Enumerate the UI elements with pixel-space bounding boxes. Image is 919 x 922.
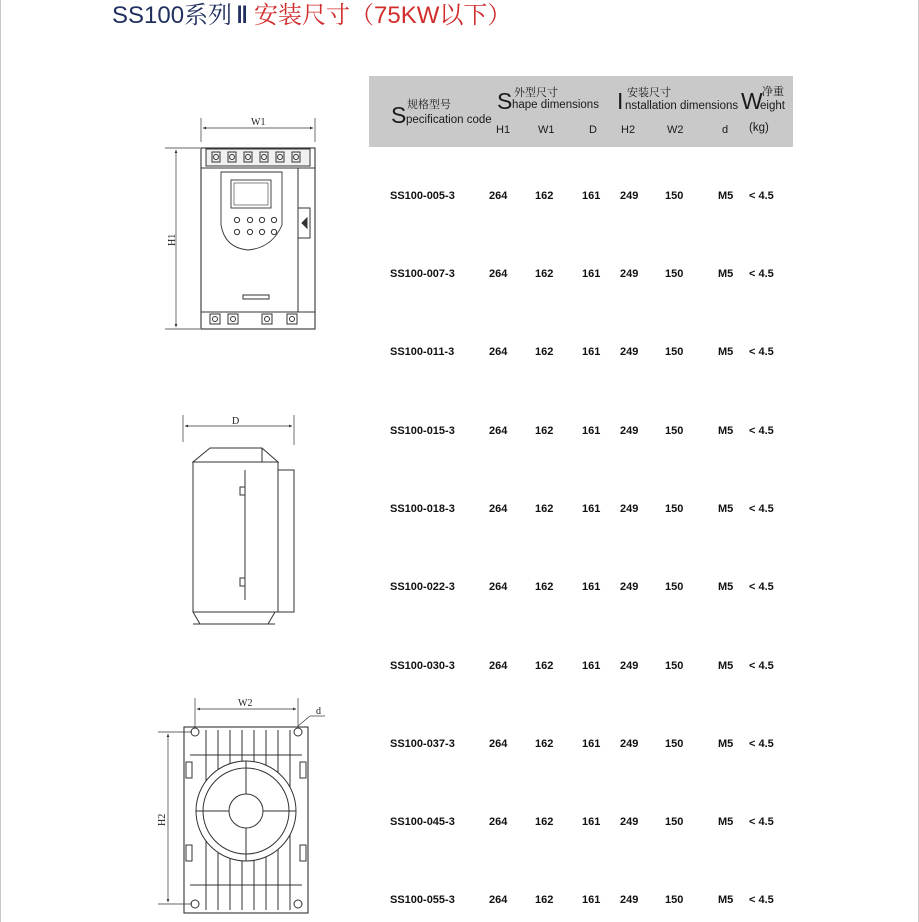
cell-code: SS100-015-3 xyxy=(390,425,455,437)
cell-h2: 249 xyxy=(620,660,639,672)
cell-code: SS100-011-3 xyxy=(390,346,455,358)
header-shape-en: hape dimensions xyxy=(512,99,599,111)
cell-kg: < 4.5 xyxy=(749,346,774,358)
cell-d: 161 xyxy=(582,660,601,672)
cell-code: SS100-018-3 xyxy=(390,503,455,515)
cell-d: 161 xyxy=(582,738,601,750)
cell-dd: M5 xyxy=(718,268,734,280)
cell-h2: 249 xyxy=(620,503,639,515)
back-width-label: W2 xyxy=(238,698,253,709)
cell-w2: 150 xyxy=(665,503,684,515)
cell-kg: < 4.5 xyxy=(749,268,774,280)
header-spec-cn: 规格型号 xyxy=(407,99,451,111)
cell-kg: < 4.5 xyxy=(749,581,774,593)
front-width-label: W1 xyxy=(251,117,266,128)
cell-h1: 264 xyxy=(489,738,508,750)
cell-kg: < 4.5 xyxy=(749,425,774,437)
side-depth-label: D xyxy=(232,416,240,427)
cell-w2: 150 xyxy=(665,738,684,750)
cell-kg: < 4.5 xyxy=(749,190,774,202)
cell-dd: M5 xyxy=(718,816,734,828)
cell-h1: 264 xyxy=(489,581,508,593)
cell-w1: 162 xyxy=(535,660,554,672)
cell-w2: 150 xyxy=(665,268,684,280)
cell-h1: 264 xyxy=(489,503,508,515)
back-hole-label: d xyxy=(316,706,321,717)
cell-code: SS100-045-3 xyxy=(390,816,455,828)
back-view-drawing xyxy=(158,698,325,913)
cell-d: 161 xyxy=(582,190,601,202)
front-height-label: H1 xyxy=(167,233,178,246)
cell-code: SS100-022-3 xyxy=(390,581,455,593)
cell-w1: 162 xyxy=(535,503,554,515)
cell-code: SS100-037-3 xyxy=(390,738,455,750)
cell-w2: 150 xyxy=(665,816,684,828)
header-spec-en: pecification code xyxy=(406,114,492,126)
header-weight-initial: W xyxy=(741,88,763,114)
cell-h2: 249 xyxy=(620,190,639,202)
cell-dd: M5 xyxy=(718,894,734,906)
cell-dd: M5 xyxy=(718,190,734,202)
cell-code: SS100-055-3 xyxy=(390,894,455,906)
cell-w1: 162 xyxy=(535,738,554,750)
cell-w1: 162 xyxy=(535,425,554,437)
cell-w2: 150 xyxy=(665,894,684,906)
header-install-cn: 安装尺寸 xyxy=(627,87,671,99)
cell-kg: < 4.5 xyxy=(749,660,774,672)
cell-code: SS100-007-3 xyxy=(390,268,455,280)
cell-w1: 162 xyxy=(535,816,554,828)
back-height-label: H2 xyxy=(157,813,168,826)
front-view-drawing xyxy=(165,118,315,329)
cell-dd: M5 xyxy=(718,738,734,750)
column-d: D xyxy=(589,124,597,136)
cell-dd: M5 xyxy=(718,503,734,515)
cell-d: 161 xyxy=(582,581,601,593)
cell-w2: 150 xyxy=(665,660,684,672)
cell-code: SS100-005-3 xyxy=(390,190,455,202)
column-h2: H2 xyxy=(621,124,636,136)
cell-kg: < 4.5 xyxy=(749,738,774,750)
cell-w1: 162 xyxy=(535,581,554,593)
cell-w2: 150 xyxy=(665,425,684,437)
cell-h1: 264 xyxy=(489,425,508,437)
cell-h1: 264 xyxy=(489,894,508,906)
cell-h1: 264 xyxy=(489,346,508,358)
cell-d: 161 xyxy=(582,894,601,906)
cell-h2: 249 xyxy=(620,268,639,280)
cell-dd: M5 xyxy=(718,581,734,593)
column-w2: W2 xyxy=(667,124,684,136)
header-shape-cn: 外型尺寸 xyxy=(514,87,558,99)
header-spec-initial: S xyxy=(391,102,407,128)
header-install-initial: I xyxy=(617,88,624,114)
cell-dd: M5 xyxy=(718,425,734,437)
cell-dd: M5 xyxy=(718,346,734,358)
cell-w2: 150 xyxy=(665,581,684,593)
cell-h2: 249 xyxy=(620,894,639,906)
cell-w1: 162 xyxy=(535,346,554,358)
column-w1: W1 xyxy=(538,124,555,136)
column-dd: d xyxy=(722,124,729,136)
cell-h2: 249 xyxy=(620,738,639,750)
title-subtitle: 安装尺寸（75KW以下） xyxy=(254,2,512,29)
cell-w1: 162 xyxy=(535,894,554,906)
cell-w2: 150 xyxy=(665,346,684,358)
header-weight-unit: (kg) xyxy=(749,122,769,134)
header-shape-initial: S xyxy=(497,88,513,114)
cell-dd: M5 xyxy=(718,660,734,672)
cell-d: 161 xyxy=(582,816,601,828)
cell-kg: < 4.5 xyxy=(749,503,774,515)
cell-w1: 162 xyxy=(535,190,554,202)
header-weight-en: eight xyxy=(760,100,785,112)
cell-h1: 264 xyxy=(489,268,508,280)
cell-h2: 249 xyxy=(620,346,639,358)
cell-h1: 264 xyxy=(489,190,508,202)
cell-d: 161 xyxy=(582,503,601,515)
cell-h1: 264 xyxy=(489,816,508,828)
cell-w2: 150 xyxy=(665,190,684,202)
cell-h2: 249 xyxy=(620,581,639,593)
cell-d: 161 xyxy=(582,425,601,437)
cell-w1: 162 xyxy=(535,268,554,280)
cell-code: SS100-030-3 xyxy=(390,660,455,672)
cell-kg: < 4.5 xyxy=(749,816,774,828)
cell-h2: 249 xyxy=(620,816,639,828)
header-install-en: nstallation dimensions xyxy=(625,100,739,112)
cell-d: 161 xyxy=(582,268,601,280)
column-h1: H1 xyxy=(496,124,511,136)
title-series: SS100系列 xyxy=(112,2,233,29)
side-view-drawing xyxy=(183,415,294,624)
header-weight-cn: 净重 xyxy=(762,86,784,98)
title-separator: ‖ xyxy=(236,2,249,29)
cell-h2: 249 xyxy=(620,425,639,437)
cell-kg: < 4.5 xyxy=(749,894,774,906)
cell-h1: 264 xyxy=(489,660,508,672)
cell-d: 161 xyxy=(582,346,601,358)
